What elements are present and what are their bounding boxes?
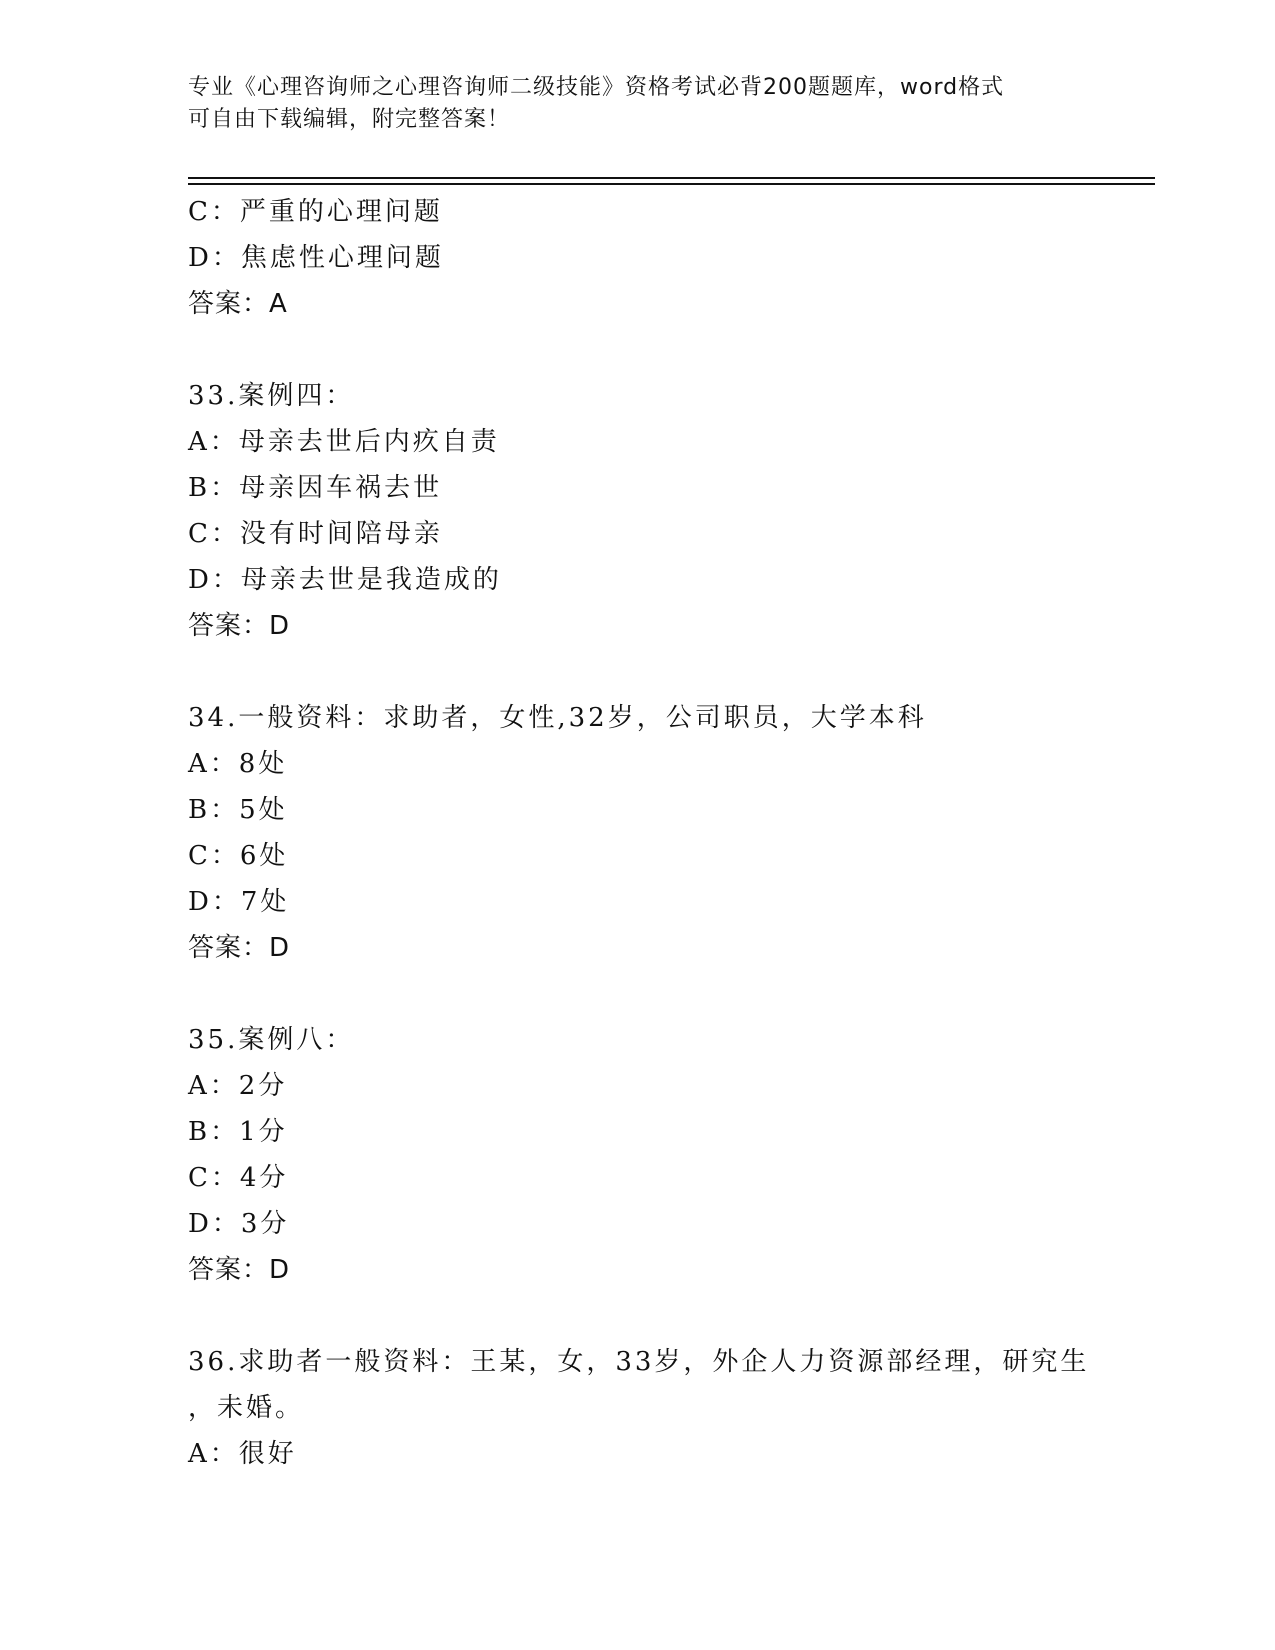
option-b: B：5处: [188, 795, 288, 825]
header-title-line1: 专业《心理咨询师之心理咨询师二级技能》资格考试必背200题题库，word格式: [188, 75, 1005, 100]
option-a: A：8处: [188, 749, 288, 779]
option-d: D：7处: [188, 887, 290, 917]
spacer: [188, 1293, 1148, 1339]
option-a: A：很好: [188, 1439, 297, 1469]
answer-line: 答案：D: [188, 611, 291, 641]
option-c: C：4分: [188, 1163, 289, 1193]
option-d: D：焦虑性心理问题: [188, 243, 444, 273]
header-title-line2: 可自由下载编辑，附完整答案！: [188, 107, 511, 132]
option-b: B：母亲因车祸去世: [188, 473, 443, 503]
spacer: [188, 649, 1148, 695]
option-c: C：严重的心理问题: [188, 197, 443, 227]
option-a: A：2分: [188, 1071, 288, 1101]
spacer: [188, 971, 1148, 1017]
option-a: A：母亲去世后内疚自责: [188, 427, 500, 457]
answer-line: 答案：A: [188, 289, 288, 319]
question-34: 34.一般资料：求助者，女性,32岁，公司职员，大学本科: [188, 703, 927, 733]
document-header: [188, 72, 1088, 136]
question-36: 36.求助者一般资料：王某，女，33岁，外企人力资源部经理，研究生: [188, 1347, 1090, 1377]
question-36-continuation: ，未婚。: [188, 1393, 305, 1423]
option-c: C：6处: [188, 841, 289, 871]
question-33: 33.案例四：: [188, 381, 355, 411]
question-content: [188, 189, 1148, 1477]
header-divider-top: [188, 177, 1155, 179]
answer-line: 答案：D: [188, 933, 291, 963]
header-divider-bottom: [188, 183, 1155, 185]
answer-line: 答案：D: [188, 1255, 291, 1285]
question-35: 35.案例八：: [188, 1025, 355, 1055]
spacer: [188, 327, 1148, 373]
option-d: D：母亲去世是我造成的: [188, 565, 502, 595]
option-d: D：3分: [188, 1209, 290, 1239]
option-c: C：没有时间陪母亲: [188, 519, 443, 549]
option-b: B：1分: [188, 1117, 288, 1147]
